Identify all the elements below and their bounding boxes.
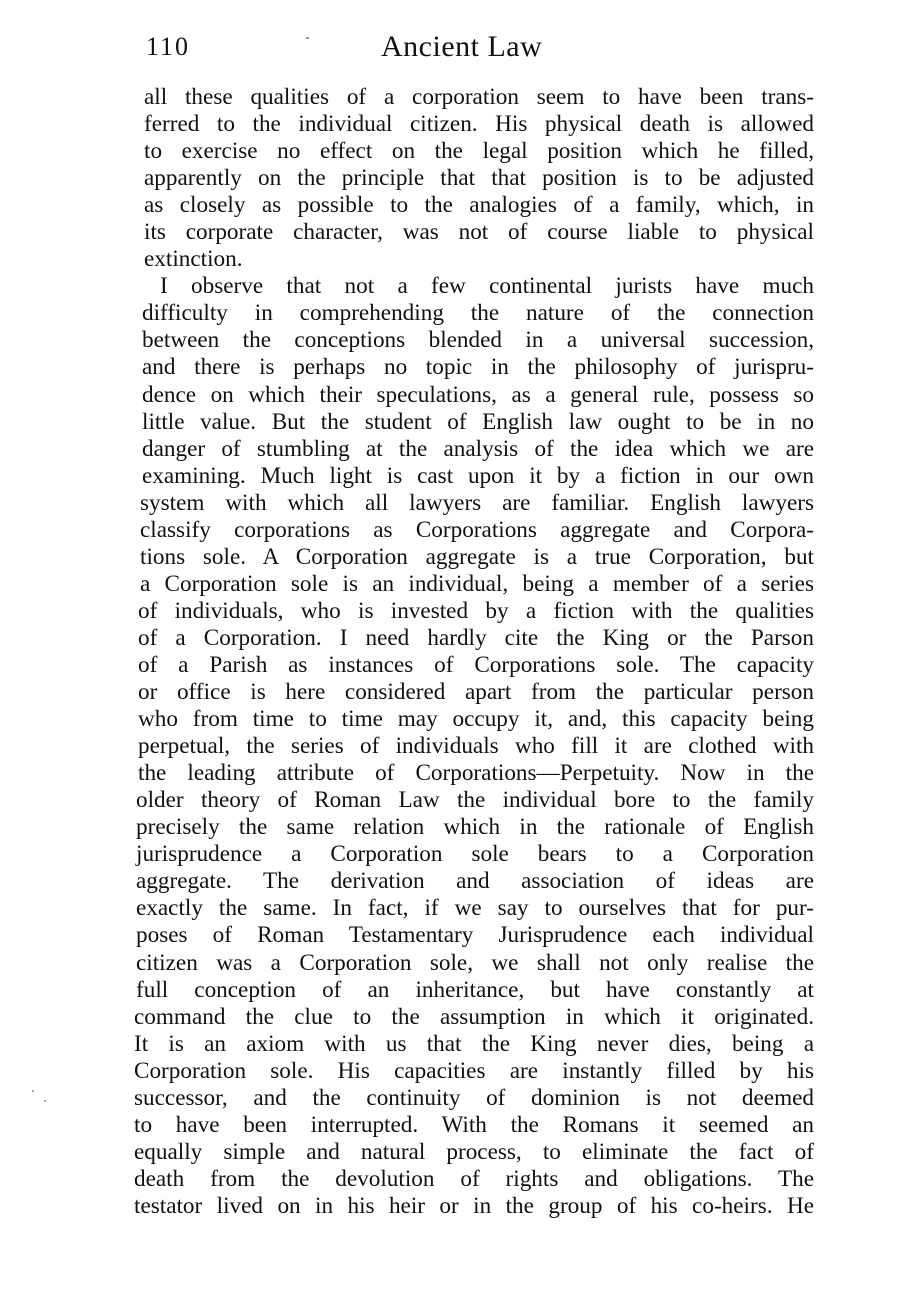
text-line: jurisprudence a Corporation sole bears to a Corporation	[136, 841, 814, 868]
text-line: citizen was a Corporation sole, we shall not only realise the	[136, 949, 814, 976]
text-line: between the conceptions blended in a universal succession,	[142, 327, 814, 354]
text-line: testator lived on in his heir or in the group of his co-heirs. He	[134, 1192, 814, 1219]
text-line: extinction.	[144, 246, 243, 273]
text-line: classify corporations as Corporations aggregate and Corpora-	[140, 516, 814, 543]
text-line: tions sole. A Corporation aggregate is a true Corporation, but	[140, 543, 814, 570]
running-title: Ancient Law	[381, 30, 543, 63]
text-line: examining. Much light is cast upon it by a fiction in our own	[142, 462, 814, 489]
text-line: death from the devolution of rights and obligations. The	[134, 1165, 814, 1192]
page-header	[146, 30, 806, 70]
text-line: older theory of Roman Law the individual bore to the family	[136, 787, 814, 814]
text-line: successor, and the continuity of dominion is not deemed	[134, 1084, 814, 1111]
scan-speck	[306, 37, 309, 39]
text-line: the leading attribute of Corporations—Perpetuity. Now in the	[138, 760, 814, 787]
text-line: its corporate character, was not of course liable to physical	[144, 219, 814, 246]
text-line: to have been interrupted. With the Romans it seemed an	[134, 1111, 814, 1138]
text-line: who from time to time may occupy it, and, this capacity being	[138, 706, 814, 733]
text-line: of a Parish as instances of Corporations sole. The capacity	[138, 651, 814, 678]
text-line: equally simple and natural process, to eliminate the fact of	[134, 1138, 814, 1165]
text-line: of individuals, who is invested by a fiction with the qualities	[138, 597, 814, 624]
text-line: command the clue to the assumption in which it originated.	[134, 1003, 814, 1030]
text-line: Corporation sole. His capacities are instantly filled by his	[134, 1057, 814, 1084]
text-line: all these qualities of a corporation seem to have been trans-	[144, 84, 814, 110]
text-line: danger of stumbling at the analysis of the idea which we are	[142, 435, 814, 462]
text-line: and there is perhaps no topic in the philosophy of jurispru-	[142, 354, 814, 381]
text-line: to exercise no effect on the legal position which he filled,	[144, 138, 814, 165]
paragraph-1	[132, 84, 814, 273]
text-line: perpetual, the series of individuals who fill it are clothed with	[138, 733, 814, 760]
text-line: or office is here considered apart from the particular person	[138, 679, 814, 706]
text-line: It is an axiom with us that the King never dies, being a	[134, 1030, 814, 1057]
paragraph-2	[132, 273, 814, 1220]
body-text	[132, 84, 814, 1220]
text-line: a Corporation sole is an individual, being a member of a series	[140, 570, 814, 597]
text-line: system with which all lawyers are familiar. English lawyers	[140, 489, 814, 516]
text-line: apparently on the principle that that position is to be adjusted	[144, 165, 814, 192]
text-line: aggregate. The derivation and association of ideas are	[136, 868, 814, 895]
text-line: of a Corporation. I need hardly cite the King or the Parson	[138, 624, 814, 651]
scan-speck	[32, 1090, 34, 1092]
text-line: little value. But the student of English law ought to be in no	[142, 408, 814, 435]
text-line: difficulty in comprehending the nature of the connection	[142, 300, 814, 327]
text-line: full conception of an inheritance, but have constantly at	[136, 976, 814, 1003]
scan-speck	[44, 1100, 46, 1102]
text-line: as closely as possible to the analogies of a family, which, in	[144, 192, 814, 219]
text-line: dence on which their speculations, as a general rule, possess so	[142, 381, 814, 408]
text-line: poses of Roman Testamentary Jurisprudence each individual	[136, 922, 814, 949]
text-line: precisely the same relation which in the rationale of English	[136, 814, 814, 841]
page-number: 110	[146, 32, 191, 61]
text-line: I observe that not a few continental jurists have much	[160, 273, 814, 300]
text-line: ferred to the individual citizen. His physical death is allowed	[144, 111, 814, 138]
text-line: exactly the same. In fact, if we say to ourselves that for pur-	[136, 895, 814, 922]
